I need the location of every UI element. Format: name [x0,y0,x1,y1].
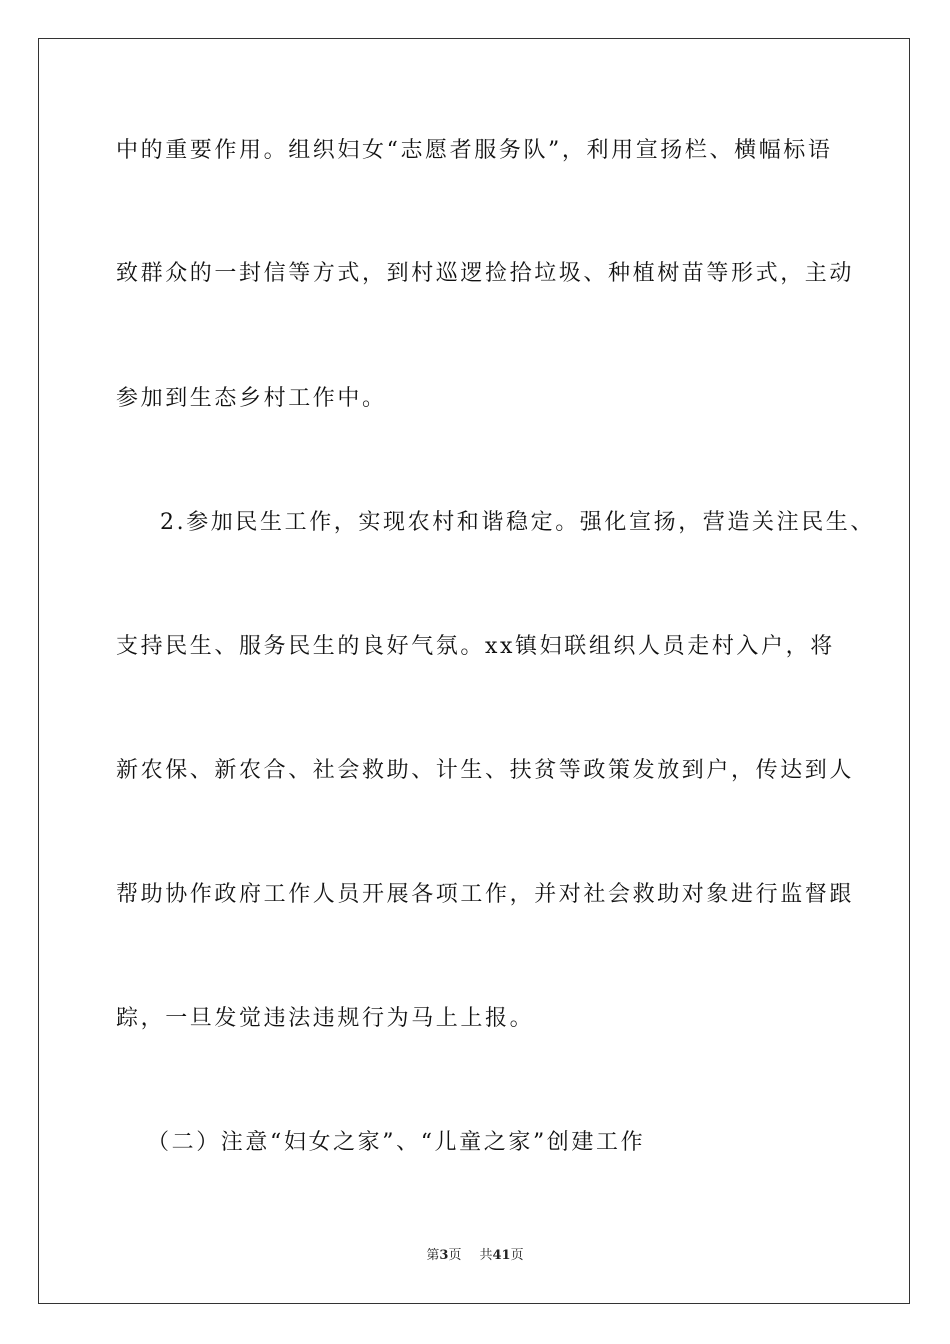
footer-total-prefix: 共 [479,1248,493,1263]
text-line-8: 踪，一旦发觉违法违规行为马上上报。 [116,1006,535,1031]
footer-page-number: 3 [439,1248,449,1263]
text-line-1: 中的重要作用。组织妇女“志愿者服务队”，利用宣扬栏、横幅标语 [116,138,833,163]
footer-page-suffix: 页 [448,1248,462,1263]
footer-page-prefix: 第 [426,1248,440,1263]
text-line-2: 致群众的一封信等方式，到村巡逻捡拾垃圾、种植树苗等形式，主动 [116,261,855,286]
text-line-6: 新农保、新农合、社会救助、计生、扶贫等政策发放到户，传达到人 [116,758,855,783]
page-footer [0,1247,950,1265]
text-line-7: 帮助协作政府工作人员开展各项工作，并对社会救助对象进行监督跟 [116,882,855,907]
text-line-4: 2.参加民生工作，实现农村和谐稳定。强化宣扬，营造关注民生、 [160,510,875,535]
footer-total-pages: 41 [492,1248,511,1263]
text-line-3: 参加到生态乡村工作中。 [116,386,387,411]
footer-total-suffix: 页 [510,1248,524,1263]
page-border [38,38,910,1304]
section-heading: （二）注意“妇女之家”、“儿童之家”创建工作 [147,1130,646,1155]
text-line-5: 支持民生、服务民生的良好气氛。xx镇妇联组织人员走村入户，将 [116,634,835,659]
